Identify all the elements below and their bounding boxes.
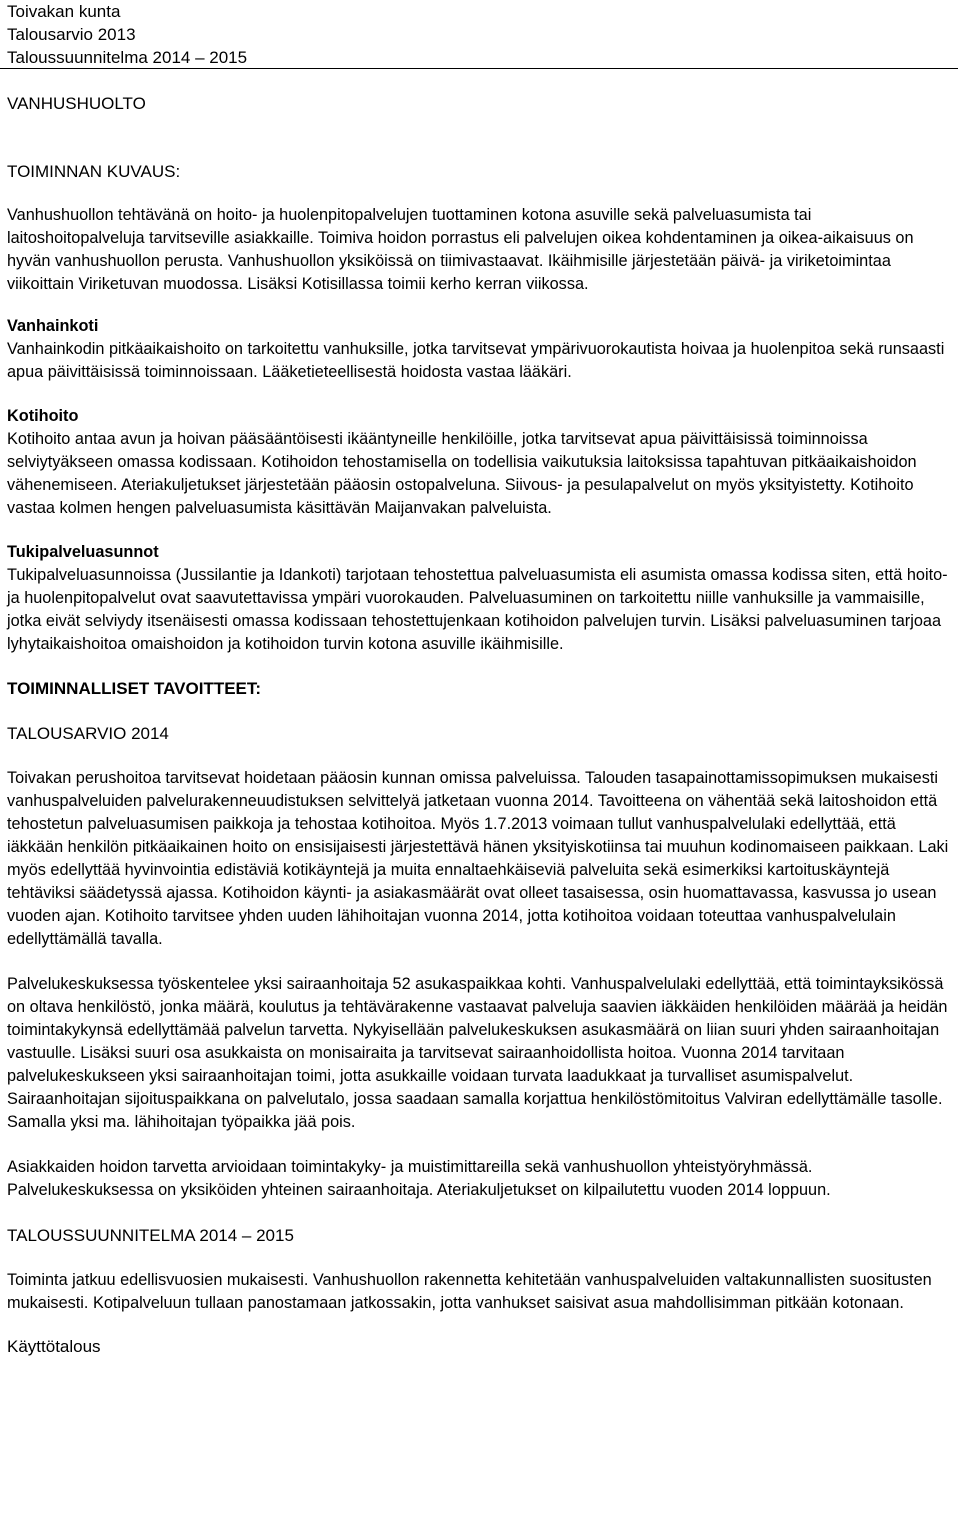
section-title: VANHUSHUOLTO xyxy=(7,94,146,113)
tukipalvelu-heading: Tukipalveluasunnot xyxy=(7,543,159,561)
kotihoito-heading: Kotihoito xyxy=(7,407,79,425)
kotihoito-block xyxy=(7,405,952,520)
budget-2014-paragraph-1: Toivakan perushoitoa tarvitsevat hoidetaan pääosin kunnan omissa palveluissa. Talouden tasapainottamissopimuksen mukaisesti vanhuspalveluiden palvelurakenneuudistuksen selvittelyä jatketaan vuonna 2014. Tavoitteena on vähentää sekä laitoshoidon että tehostetun palveluasumisen paikkoja ja tehostaa kotihoitoa. Myös 1.7.2013 voimaan tullut vanhuspalvelulaki edellyttää, että iäkkään henkilön pitkäaikainen hoito on ensisijaisesti järjestettävä hänen yksityiskotiinsa tai muuhun kodinomaiseen paikkaan. Laki myös edellyttää hyvinvointia edistäviä kotikäyntejä ja muita ennaltaehkäiseviä palveluita sekä esimerkiksi kartoituskäyntejä tehtäviksi säädetyssä ajassa. Kotihoidon käynti- ja asiakasmäärät ovat olleet tasaisessa, osin huomattavassa, kasvussa jo usean vuoden ajan. Kotihoito tarvitsee yhden uuden lähihoitajan vuonna 2014, jotta kotihoitoa voidaan toteuttaa vanhuspalvelulain edellyttämällä tavalla. xyxy=(7,769,949,948)
tukipalvelu-text: Tukipalveluasunnoissa (Jussilantie ja Idankoti) tarjotaan tehostettua palveluasumista eli asumista omassa kodissa siten, että hoito- ja huolenpitopalvelut ovat saavutettavissa ympäri vuorokauden. Palveluasuminen on tarkoitettu niille vanhuksille ja vammaisille, jotka eivät selviydy itsenäisesti omassa kodissaan tehostettujenkaan kotihoidon palvelujen turvin. Lisäksi palveluasuminen tarjoaa lyhytaikaishoitoa omaishoidon ja kotihoidon turvin kotona asuville ikäihmisille. xyxy=(7,566,948,653)
budget-2014-heading: TALOUSARVIO 2014 xyxy=(7,724,169,743)
kotihoito-text: Kotihoito antaa avun ja hoivan pääsääntöisesti ikääntyneille henkilöille, jotka tarvitsevat apua päivittäisissä toiminnoissa selviytyäkseen omassa kodissaan. Kotihoidon tehostamisella on todellisia vaikutuksia laitoksissa tapahtuvan pitkäaikaishoidon vähenemiseen. Ateriakuljetukset järjestetään pääosin ostopalveluna. Siivous- ja pesulapalvelut on myös yksityistetty. Kotihoito vastaa kolmen hengen palveluasumista käsittävän Maijanvakan palveluista. xyxy=(7,430,917,517)
tukipalvelu-block xyxy=(7,541,952,656)
financial-plan-text: Toiminta jatkuu edellisvuosien mukaisesti. Vanhushuollon rakennetta kehitetään vanhuspalveluiden valtakunnallisten suositusten mukaisesti. Kotipalveluun tullaan panostamaan jatkossakin, jotta vanhukset saisivat asua mahdollisimman pitkään kotonaan. xyxy=(7,1271,932,1312)
vanhainkoti-block xyxy=(7,315,952,384)
budget-year: Talousarvio 2013 xyxy=(7,25,136,44)
activity-heading: TOIMINNAN KUVAUS: xyxy=(7,162,181,181)
document-header xyxy=(7,0,957,69)
activity-description: Vanhushuollon tehtävänä on hoito- ja huolenpitopalvelujen tuottaminen kotona asuville sekä palveluasumista tai laitoshoitopalveluja tarvitseville asiakkaille. Toimiva hoidon porrastus eli palvelujen oikea kohdentaminen ja oikea-aikaisuus on hyvän vanhushuollon perusta. Vanhushuollon yksiköissä on tiimivastaavat. Ikäihmisille järjestetään päivä- ja viriketoimintaa viikoittain Viriketuvan muodossa. Lisäksi Kotisillassa toimii kerho kerran viikossa. xyxy=(7,206,914,293)
operating-economy-heading: Käyttötalous xyxy=(7,1337,101,1356)
vanhainkoti-text: Vanhainkodin pitkäaikaishoito on tarkoitettu vanhuksille, jotka tarvitsevat ympärivuorokautista hoivaa ja huolenpitoa sekä runsaasti apua päivittäisissä toiminnoissaan. Lääketieteellisestä hoidosta vastaa lääkäri. xyxy=(7,340,945,381)
financial-plan-heading: TALOUSSUUNNITELMA 2014 – 2015 xyxy=(7,1226,294,1245)
financial-plan-period: Taloussuunnitelma 2014 – 2015 xyxy=(7,48,248,67)
document-body xyxy=(7,68,952,1358)
vanhainkoti-heading: Vanhainkoti xyxy=(7,317,99,335)
municipality-name: Toivakan kunta xyxy=(7,2,121,21)
budget-2014-paragraph-3: Asiakkaiden hoidon tarvetta arvioidaan toimintakyky- ja muistimittareilla sekä vanhushuollon yhteistyöryhmässä. Palvelukeskuksessa on yksiköiden yhteinen sairaanhoitaja. Ateriakuljetukset on kilpailutettu vuoden 2014 loppuun. xyxy=(7,1158,831,1199)
budget-2014-paragraph-2: Palvelukeskuksessa työskentelee yksi sairaanhoitaja 52 asukaspaikkaa kohti. Vanhuspalvelulaki edellyttää, että toimintayksikössä on oltava henkilöstö, jonka määrä, koulutus ja tehtävärakenne vastaavat palveluja saavien iäkkäiden henkilöiden määrää ja heidän toimintakykynsä edellyttämää palvelun tarvetta. Nykyisellään palvelukeskuksen asukasmäärä on liian suuri yhden sairaanhoitajan vastuulle. Lisäksi suuri osa asukkaista on monisairaita ja tarvitsevat sairaanhoidollista hoitoa. Vuonna 2014 tarvitaan palvelukeskukseen yksi sairaanhoitajan toimi, jotta asukkaille voidaan turvata laadukkaat ja turvalliset asumispalvelut. Sairaanhoitajan sijoituspaikkana on palvelutalo, jossa saadaan samalla korjattua henkilöstömitoitus Valviran edellyttämälle tasolle. Samalla yksi ma. lähihoitajan työpaikka jää pois. xyxy=(7,975,948,1131)
goals-heading: TOIMINNALLISET TAVOITTEET: xyxy=(7,679,262,698)
